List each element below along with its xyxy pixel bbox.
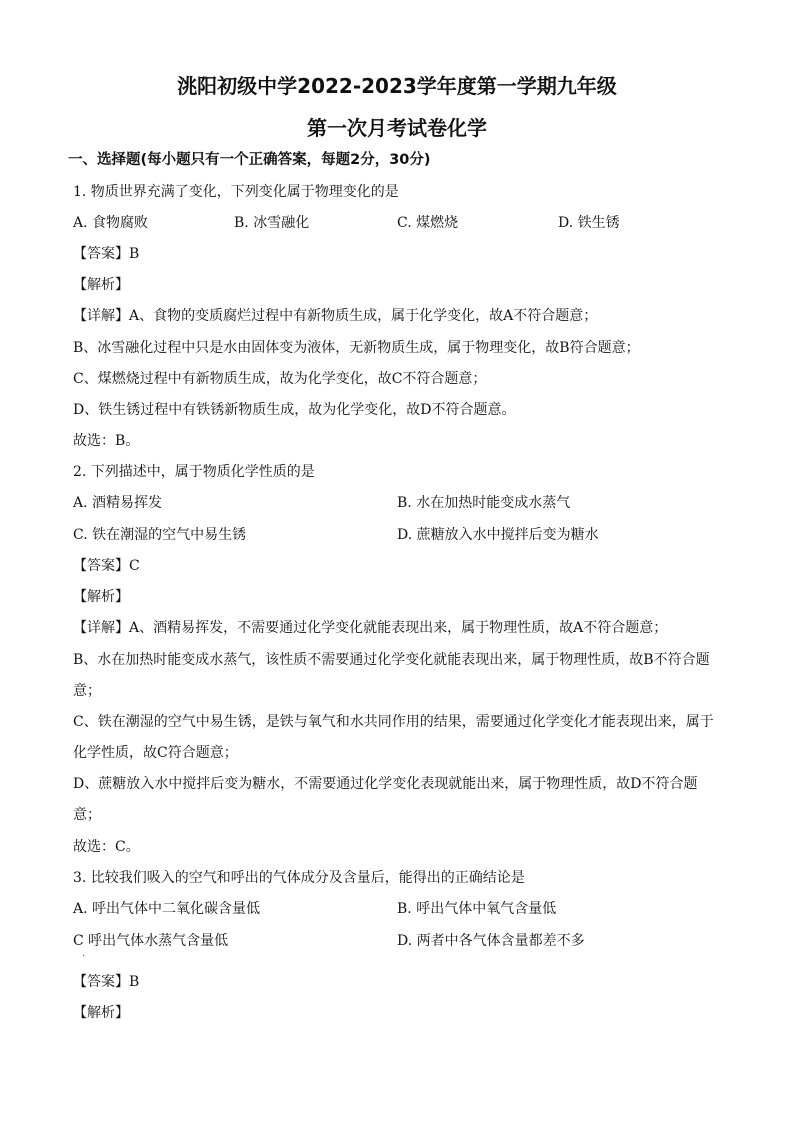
q2-option-d: D. 蔗糖放入水中搅拌后变为糖水 [397, 527, 599, 543]
q2-detail-c1: C、铁在潮湿的空气中易生锈，是铁与氧气和水共同作用的结果，需要通过化学变化才能表现出来，属于 [73, 714, 714, 730]
q2-detail-b2: 意； [73, 683, 101, 699]
q2-stem: 2. 下列描述中，属于物质化学性质的是 [73, 464, 315, 480]
q1-detail-b: B、冰雪融化过程中只是水由固体变为液体，无新物质生成，属于物理变化，故B符合题意； [73, 340, 640, 356]
section-heading: 一、选择题(每小题只有一个正确答案，每题2分，30分) [68, 152, 431, 168]
q1-detail-d: D、铁生锈过程中有铁锈新物质生成，故为化学变化，故D不符合题意。 [73, 402, 516, 418]
q1-detail-a: 【详解】A、食物的变质腐烂过程中有新物质生成，属于化学变化，故A不符合题意； [73, 308, 598, 324]
q1-answer: 【答案】B [73, 246, 140, 262]
q1-stem: 1. 物质世界充满了变化，下列变化属于物理变化的是 [73, 184, 399, 200]
q1-analysis-label: 【解析】 [73, 277, 129, 293]
q2-analysis-label: 【解析】 [73, 589, 129, 605]
q1-option-b: B. 冰雪融化 [234, 215, 310, 231]
q1-option-a: A. 食物腐败 [73, 215, 149, 231]
q2-choice: 故选：C。 [73, 839, 140, 855]
q1-detail-c: C、煤燃烧过程中有新物质生成，故为化学变化，故C不符合题意； [73, 371, 487, 387]
q3-answer: 【答案】B [73, 974, 140, 990]
exam-title-line2: 第一次月考试卷化学 [307, 116, 487, 140]
q2-detail-a: 【详解】A、酒精易挥发，不需要通过化学变化就能表现出来，属于物理性质，故A不符合题意； [73, 620, 668, 636]
q3-option-c: C 呼出气体水蒸气含量低 [73, 933, 229, 949]
q3-option-b: B. 呼出气体中氧气含量低 [397, 901, 557, 917]
q1-option-d: D. 铁生锈 [558, 215, 620, 231]
q2-detail-b1: B、水在加热时能变成水蒸气，该性质不需要通过化学变化就能表现出来，属于物理性质，故B不符合题 [73, 652, 710, 668]
q3-stem: 3. 比较我们吸入的空气和呼出的气体成分及含量后，能得出的正确结论是 [73, 870, 525, 886]
exam-title-line1: 洮阳初级中学2022-2023学年度第一学期九年级 [177, 74, 617, 98]
stray-mark: · [82, 951, 86, 962]
q1-choice: 故选：B。 [73, 433, 140, 449]
q1-option-c: C. 煤燃烧 [397, 215, 459, 231]
q2-detail-d1: D、蔗糖放入水中搅拌后变为糖水，不需要通过化学变化表现就能出来，属于物理性质，故D不符合题 [73, 776, 698, 792]
q3-analysis-label: 【解析】 [73, 1005, 129, 1021]
q2-answer: 【答案】C [73, 558, 140, 574]
q2-option-b: B. 水在加热时能变成水蒸气 [397, 495, 571, 511]
q2-option-a: A. 酒精易挥发 [73, 495, 163, 511]
q3-option-d: D. 两者中各气体含量都差不多 [397, 933, 585, 949]
q2-option-c: C. 铁在潮湿的空气中易生锈 [73, 527, 247, 543]
q2-detail-c2: 化学性质，故C符合题意； [73, 745, 238, 761]
q2-detail-d2: 意； [73, 807, 101, 823]
q3-option-a: A. 呼出气体中二氧化碳含量低 [73, 901, 261, 917]
